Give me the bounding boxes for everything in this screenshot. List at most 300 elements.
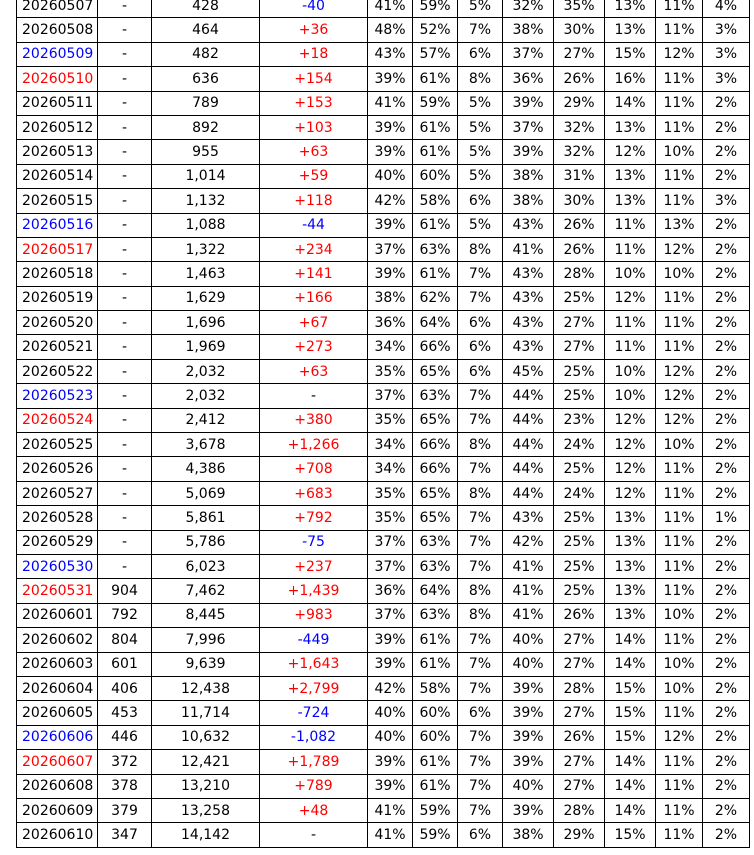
pct-cell-4: 44%	[503, 408, 554, 432]
date-cell: 20260520	[17, 311, 98, 335]
pct-cell-2: 63%	[413, 384, 458, 408]
date-cell: 20260517	[17, 237, 98, 261]
date-cell: 20260531	[17, 579, 98, 603]
count-cell: 792	[98, 603, 152, 627]
pct-cell-1: 39%	[368, 67, 413, 91]
pct-cell-4: 40%	[503, 652, 554, 676]
pct-cell-8: 2%	[703, 750, 750, 774]
total-cell: 13,210	[152, 774, 260, 798]
pct-cell-6: 16%	[605, 67, 656, 91]
count-cell: -	[98, 115, 152, 139]
pct-cell-5: 26%	[554, 67, 605, 91]
pct-cell-1: 35%	[368, 506, 413, 530]
pct-cell-8: 2%	[703, 91, 750, 115]
count-cell: 904	[98, 579, 152, 603]
date-cell: 20260528	[17, 506, 98, 530]
pct-cell-3: 7%	[458, 774, 503, 798]
count-cell: -	[98, 530, 152, 554]
pct-cell-8: 2%	[703, 237, 750, 261]
pct-cell-5: 28%	[554, 798, 605, 822]
pct-cell-7: 11%	[656, 530, 703, 554]
change-cell: +67	[260, 311, 368, 335]
pct-cell-7: 11%	[656, 67, 703, 91]
total-cell: 14,142	[152, 823, 260, 847]
table-row	[17, 115, 750, 139]
pct-cell-1: 39%	[368, 262, 413, 286]
date-cell: 20260518	[17, 262, 98, 286]
pct-cell-5: 27%	[554, 311, 605, 335]
pct-cell-1: 39%	[368, 115, 413, 139]
pct-cell-4: 38%	[503, 189, 554, 213]
date-cell: 20260510	[17, 67, 98, 91]
pct-cell-5: 25%	[554, 286, 605, 310]
pct-cell-3: 7%	[458, 384, 503, 408]
pct-cell-6: 13%	[605, 530, 656, 554]
count-cell: -	[98, 433, 152, 457]
date-cell: 20260610	[17, 823, 98, 847]
pct-cell-6: 15%	[605, 42, 656, 66]
count-cell: 406	[98, 676, 152, 700]
pct-cell-6: 14%	[605, 774, 656, 798]
pct-cell-7: 12%	[656, 408, 703, 432]
pct-cell-5: 25%	[554, 554, 605, 578]
pct-cell-3: 5%	[458, 213, 503, 237]
total-cell: 789	[152, 91, 260, 115]
pct-cell-3: 8%	[458, 237, 503, 261]
pct-cell-1: 37%	[368, 603, 413, 627]
table-row	[17, 67, 750, 91]
table-row	[17, 701, 750, 725]
pct-cell-4: 41%	[503, 237, 554, 261]
pct-cell-1: 39%	[368, 140, 413, 164]
total-cell: 3,678	[152, 433, 260, 457]
pct-cell-7: 10%	[656, 676, 703, 700]
pct-cell-3: 6%	[458, 42, 503, 66]
pct-cell-4: 37%	[503, 115, 554, 139]
pct-cell-5: 30%	[554, 18, 605, 42]
pct-cell-4: 39%	[503, 140, 554, 164]
pct-cell-7: 11%	[656, 91, 703, 115]
pct-cell-2: 61%	[413, 652, 458, 676]
pct-cell-8: 2%	[703, 676, 750, 700]
change-cell: +36	[260, 18, 368, 42]
pct-cell-5: 32%	[554, 115, 605, 139]
pct-cell-8: 2%	[703, 774, 750, 798]
pct-cell-2: 61%	[413, 750, 458, 774]
pct-cell-4: 41%	[503, 554, 554, 578]
data-table	[16, 0, 750, 848]
table-row	[17, 408, 750, 432]
table-row	[17, 652, 750, 676]
pct-cell-6: 10%	[605, 262, 656, 286]
pct-cell-1: 36%	[368, 311, 413, 335]
pct-cell-3: 6%	[458, 189, 503, 213]
pct-cell-5: 31%	[554, 164, 605, 188]
pct-cell-8: 2%	[703, 457, 750, 481]
pct-cell-6: 10%	[605, 359, 656, 383]
pct-cell-8: 2%	[703, 384, 750, 408]
pct-cell-6: 10%	[605, 384, 656, 408]
pct-cell-4: 32%	[503, 0, 554, 18]
pct-cell-7: 11%	[656, 457, 703, 481]
pct-cell-1: 35%	[368, 359, 413, 383]
pct-cell-5: 27%	[554, 42, 605, 66]
pct-cell-2: 52%	[413, 18, 458, 42]
pct-cell-1: 34%	[368, 433, 413, 457]
pct-cell-8: 2%	[703, 359, 750, 383]
change-cell: +2,799	[260, 676, 368, 700]
pct-cell-8: 2%	[703, 579, 750, 603]
count-cell: -	[98, 359, 152, 383]
table-row	[17, 384, 750, 408]
pct-cell-2: 61%	[413, 115, 458, 139]
pct-cell-7: 11%	[656, 506, 703, 530]
pct-cell-2: 59%	[413, 798, 458, 822]
pct-cell-5: 26%	[554, 237, 605, 261]
change-cell: +63	[260, 140, 368, 164]
total-cell: 6,023	[152, 554, 260, 578]
pct-cell-6: 12%	[605, 140, 656, 164]
pct-cell-2: 59%	[413, 823, 458, 847]
date-cell: 20260527	[17, 481, 98, 505]
pct-cell-7: 11%	[656, 701, 703, 725]
total-cell: 955	[152, 140, 260, 164]
pct-cell-5: 29%	[554, 91, 605, 115]
pct-cell-5: 23%	[554, 408, 605, 432]
pct-cell-3: 7%	[458, 676, 503, 700]
change-cell: -75	[260, 530, 368, 554]
change-cell: +48	[260, 798, 368, 822]
total-cell: 11,714	[152, 701, 260, 725]
pct-cell-4: 44%	[503, 481, 554, 505]
count-cell: -	[98, 42, 152, 66]
pct-cell-1: 35%	[368, 408, 413, 432]
pct-cell-6: 15%	[605, 725, 656, 749]
pct-cell-4: 39%	[503, 701, 554, 725]
table-row	[17, 91, 750, 115]
pct-cell-5: 30%	[554, 189, 605, 213]
pct-cell-4: 39%	[503, 676, 554, 700]
pct-cell-6: 14%	[605, 750, 656, 774]
pct-cell-6: 13%	[605, 18, 656, 42]
pct-cell-6: 14%	[605, 91, 656, 115]
table-row	[17, 335, 750, 359]
count-cell: -	[98, 67, 152, 91]
date-cell: 20260522	[17, 359, 98, 383]
table-row	[17, 0, 750, 18]
pct-cell-8: 4%	[703, 0, 750, 18]
table-row	[17, 481, 750, 505]
table-row	[17, 237, 750, 261]
pct-cell-3: 6%	[458, 701, 503, 725]
pct-cell-2: 63%	[413, 530, 458, 554]
pct-cell-2: 66%	[413, 457, 458, 481]
total-cell: 8,445	[152, 603, 260, 627]
pct-cell-2: 60%	[413, 164, 458, 188]
table-row	[17, 286, 750, 310]
change-cell: +273	[260, 335, 368, 359]
count-cell: -	[98, 18, 152, 42]
pct-cell-3: 5%	[458, 140, 503, 164]
pct-cell-7: 12%	[656, 384, 703, 408]
count-cell: -	[98, 335, 152, 359]
count-cell: -	[98, 554, 152, 578]
table-row	[17, 579, 750, 603]
pct-cell-1: 39%	[368, 750, 413, 774]
pct-cell-3: 5%	[458, 0, 503, 18]
total-cell: 2,412	[152, 408, 260, 432]
pct-cell-1: 39%	[368, 213, 413, 237]
date-cell: 20260606	[17, 725, 98, 749]
pct-cell-1: 41%	[368, 798, 413, 822]
change-cell: +1,266	[260, 433, 368, 457]
data-table-container	[16, 0, 750, 848]
pct-cell-7: 11%	[656, 18, 703, 42]
table-row	[17, 530, 750, 554]
change-cell: +59	[260, 164, 368, 188]
pct-cell-2: 63%	[413, 603, 458, 627]
pct-cell-7: 11%	[656, 798, 703, 822]
total-cell: 9,639	[152, 652, 260, 676]
date-cell: 20260524	[17, 408, 98, 432]
date-cell: 20260608	[17, 774, 98, 798]
pct-cell-5: 25%	[554, 384, 605, 408]
total-cell: 5,786	[152, 530, 260, 554]
pct-cell-2: 62%	[413, 286, 458, 310]
pct-cell-8: 2%	[703, 530, 750, 554]
table-row	[17, 798, 750, 822]
table-row	[17, 725, 750, 749]
pct-cell-3: 8%	[458, 579, 503, 603]
table-row	[17, 189, 750, 213]
pct-cell-4: 43%	[503, 213, 554, 237]
change-cell: -1,082	[260, 725, 368, 749]
pct-cell-7: 11%	[656, 115, 703, 139]
change-cell: +1,439	[260, 579, 368, 603]
count-cell: -	[98, 213, 152, 237]
pct-cell-4: 43%	[503, 262, 554, 286]
pct-cell-5: 25%	[554, 457, 605, 481]
pct-cell-4: 44%	[503, 433, 554, 457]
count-cell: -	[98, 189, 152, 213]
pct-cell-3: 8%	[458, 433, 503, 457]
pct-cell-2: 63%	[413, 554, 458, 578]
date-cell: 20260516	[17, 213, 98, 237]
pct-cell-1: 41%	[368, 91, 413, 115]
change-cell: +63	[260, 359, 368, 383]
total-cell: 892	[152, 115, 260, 139]
count-cell: -	[98, 164, 152, 188]
pct-cell-3: 6%	[458, 359, 503, 383]
pct-cell-4: 38%	[503, 823, 554, 847]
pct-cell-4: 43%	[503, 286, 554, 310]
pct-cell-6: 14%	[605, 628, 656, 652]
table-row	[17, 554, 750, 578]
pct-cell-8: 2%	[703, 554, 750, 578]
table-row	[17, 359, 750, 383]
pct-cell-4: 37%	[503, 42, 554, 66]
count-cell: 601	[98, 652, 152, 676]
pct-cell-2: 65%	[413, 481, 458, 505]
total-cell: 1,969	[152, 335, 260, 359]
date-cell: 20260519	[17, 286, 98, 310]
pct-cell-1: 42%	[368, 189, 413, 213]
pct-cell-2: 58%	[413, 676, 458, 700]
total-cell: 1,463	[152, 262, 260, 286]
pct-cell-7: 11%	[656, 554, 703, 578]
pct-cell-5: 25%	[554, 579, 605, 603]
pct-cell-6: 11%	[605, 213, 656, 237]
pct-cell-3: 7%	[458, 725, 503, 749]
table-row	[17, 628, 750, 652]
pct-cell-8: 2%	[703, 164, 750, 188]
change-cell: +234	[260, 237, 368, 261]
pct-cell-5: 25%	[554, 530, 605, 554]
pct-cell-7: 11%	[656, 164, 703, 188]
pct-cell-5: 27%	[554, 628, 605, 652]
pct-cell-3: 7%	[458, 554, 503, 578]
change-cell: -44	[260, 213, 368, 237]
pct-cell-5: 35%	[554, 0, 605, 18]
date-cell: 20260513	[17, 140, 98, 164]
pct-cell-6: 11%	[605, 311, 656, 335]
change-cell: +141	[260, 262, 368, 286]
change-cell: +683	[260, 481, 368, 505]
pct-cell-7: 12%	[656, 725, 703, 749]
pct-cell-7: 11%	[656, 189, 703, 213]
count-cell: 446	[98, 725, 152, 749]
date-cell: 20260529	[17, 530, 98, 554]
pct-cell-5: 29%	[554, 823, 605, 847]
pct-cell-4: 43%	[503, 506, 554, 530]
pct-cell-3: 7%	[458, 408, 503, 432]
date-cell: 20260512	[17, 115, 98, 139]
pct-cell-2: 61%	[413, 628, 458, 652]
pct-cell-6: 12%	[605, 433, 656, 457]
pct-cell-4: 40%	[503, 774, 554, 798]
pct-cell-1: 37%	[368, 237, 413, 261]
pct-cell-3: 7%	[458, 18, 503, 42]
count-cell: -	[98, 311, 152, 335]
pct-cell-8: 2%	[703, 628, 750, 652]
count-cell: -	[98, 457, 152, 481]
change-cell: +153	[260, 91, 368, 115]
total-cell: 1,696	[152, 311, 260, 335]
pct-cell-1: 40%	[368, 164, 413, 188]
pct-cell-4: 39%	[503, 91, 554, 115]
pct-cell-1: 42%	[368, 676, 413, 700]
pct-cell-4: 41%	[503, 603, 554, 627]
date-cell: 20260507	[17, 0, 98, 18]
pct-cell-4: 45%	[503, 359, 554, 383]
date-cell: 20260605	[17, 701, 98, 725]
total-cell: 482	[152, 42, 260, 66]
count-cell: 378	[98, 774, 152, 798]
pct-cell-2: 57%	[413, 42, 458, 66]
change-cell: +380	[260, 408, 368, 432]
pct-cell-4: 39%	[503, 798, 554, 822]
pct-cell-6: 15%	[605, 823, 656, 847]
table-row	[17, 774, 750, 798]
pct-cell-3: 5%	[458, 91, 503, 115]
table-row	[17, 140, 750, 164]
count-cell: 379	[98, 798, 152, 822]
table-row	[17, 311, 750, 335]
pct-cell-2: 60%	[413, 725, 458, 749]
pct-cell-3: 7%	[458, 652, 503, 676]
pct-cell-5: 24%	[554, 433, 605, 457]
pct-cell-6: 11%	[605, 237, 656, 261]
total-cell: 464	[152, 18, 260, 42]
change-cell: +792	[260, 506, 368, 530]
table-row	[17, 506, 750, 530]
pct-cell-1: 34%	[368, 457, 413, 481]
pct-cell-4: 38%	[503, 164, 554, 188]
pct-cell-2: 61%	[413, 262, 458, 286]
pct-cell-1: 37%	[368, 384, 413, 408]
pct-cell-2: 66%	[413, 433, 458, 457]
pct-cell-5: 27%	[554, 701, 605, 725]
pct-cell-8: 2%	[703, 213, 750, 237]
date-cell: 20260511	[17, 91, 98, 115]
pct-cell-5: 27%	[554, 774, 605, 798]
pct-cell-3: 7%	[458, 798, 503, 822]
pct-cell-4: 40%	[503, 628, 554, 652]
pct-cell-5: 24%	[554, 481, 605, 505]
pct-cell-1: 38%	[368, 286, 413, 310]
table-row	[17, 18, 750, 42]
pct-cell-1: 36%	[368, 579, 413, 603]
date-cell: 20260604	[17, 676, 98, 700]
pct-cell-8: 2%	[703, 481, 750, 505]
pct-cell-3: 7%	[458, 628, 503, 652]
pct-cell-1: 37%	[368, 554, 413, 578]
pct-cell-1: 39%	[368, 628, 413, 652]
pct-cell-1: 34%	[368, 335, 413, 359]
pct-cell-1: 40%	[368, 725, 413, 749]
change-cell: -449	[260, 628, 368, 652]
pct-cell-4: 43%	[503, 311, 554, 335]
pct-cell-1: 41%	[368, 0, 413, 18]
count-cell: 804	[98, 628, 152, 652]
pct-cell-7: 11%	[656, 823, 703, 847]
pct-cell-1: 37%	[368, 530, 413, 554]
total-cell: 1,088	[152, 213, 260, 237]
pct-cell-8: 2%	[703, 335, 750, 359]
count-cell: -	[98, 91, 152, 115]
pct-cell-7: 11%	[656, 0, 703, 18]
change-cell: -724	[260, 701, 368, 725]
table-row	[17, 213, 750, 237]
pct-cell-7: 11%	[656, 579, 703, 603]
pct-cell-5: 26%	[554, 603, 605, 627]
table-row	[17, 823, 750, 847]
pct-cell-6: 13%	[605, 579, 656, 603]
change-cell: -	[260, 823, 368, 847]
date-cell: 20260509	[17, 42, 98, 66]
pct-cell-5: 27%	[554, 335, 605, 359]
total-cell: 428	[152, 0, 260, 18]
change-cell: +103	[260, 115, 368, 139]
change-cell: +237	[260, 554, 368, 578]
change-cell: +118	[260, 189, 368, 213]
pct-cell-4: 38%	[503, 18, 554, 42]
pct-cell-6: 13%	[605, 115, 656, 139]
pct-cell-8: 2%	[703, 262, 750, 286]
pct-cell-5: 27%	[554, 652, 605, 676]
date-cell: 20260601	[17, 603, 98, 627]
count-cell: 372	[98, 750, 152, 774]
